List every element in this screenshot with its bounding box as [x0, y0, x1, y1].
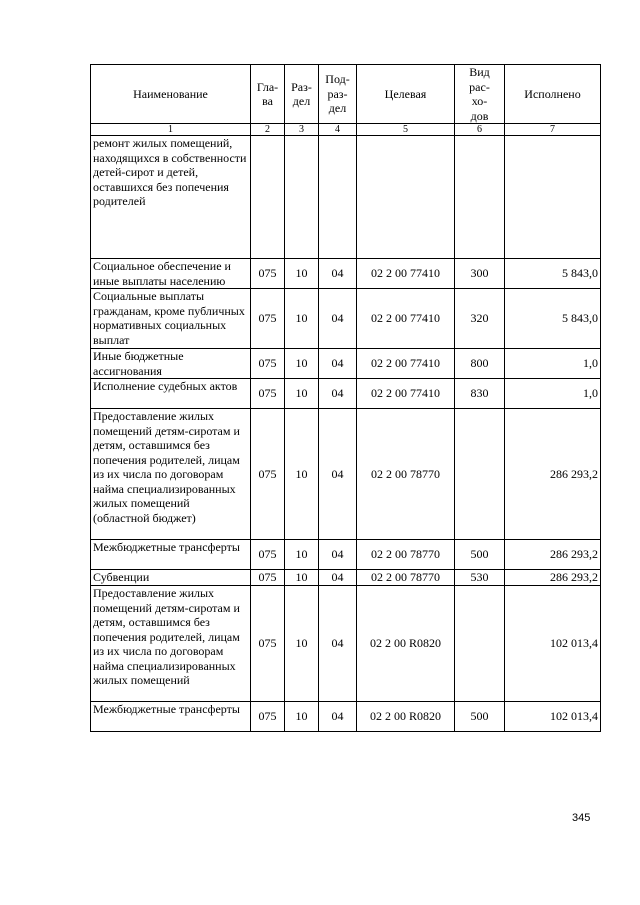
row-glava: 075	[251, 289, 285, 349]
row-podrazdel: 04	[319, 379, 357, 409]
row-podrazdel: 04	[319, 540, 357, 570]
row-razdel: 10	[285, 409, 319, 540]
row-vid	[455, 409, 505, 540]
row-vid: 800	[455, 349, 505, 379]
row-podrazdel	[319, 136, 357, 259]
header-vid: Вид рас- хо- дов	[455, 65, 505, 124]
header-podrazdel: Под- раз- дел	[319, 65, 357, 124]
row-glava: 075	[251, 259, 285, 289]
row-razdel: 10	[285, 570, 319, 586]
header-ispolneno: Исполнено	[505, 65, 601, 124]
table-row	[91, 349, 601, 379]
table-row	[91, 586, 601, 702]
column-number-row	[91, 124, 601, 136]
row-podrazdel: 04	[319, 349, 357, 379]
row-glava: 075	[251, 379, 285, 409]
row-celevaya: 02 2 00 78770	[357, 409, 455, 540]
row-vid	[455, 586, 505, 702]
row-celevaya: 02 2 00 77410	[357, 289, 455, 349]
row-ispolneno: 286 293,2	[505, 570, 601, 586]
row-glava	[251, 136, 285, 259]
row-razdel: 10	[285, 540, 319, 570]
row-ispolneno: 102 013,4	[505, 586, 601, 702]
table-row	[91, 289, 601, 349]
row-vid: 530	[455, 570, 505, 586]
row-podrazdel: 04	[319, 702, 357, 732]
table-header-row	[91, 65, 601, 124]
row-ispolneno	[505, 136, 601, 259]
column-number: 1	[91, 124, 251, 136]
header-celevaya: Целевая	[357, 65, 455, 124]
row-celevaya: 02 2 00 R0820	[357, 702, 455, 732]
row-celevaya: 02 2 00 R0820	[357, 586, 455, 702]
row-name: Предоставление жилых помещений детям-сиротам и детям, оставшимся без попечения родителей, лицам из их числа по договорам найма специализированных жилых помещений	[91, 586, 251, 702]
column-number: 7	[505, 124, 601, 136]
header-razdel: Раз- дел	[285, 65, 319, 124]
table-row	[91, 702, 601, 732]
table-row	[91, 570, 601, 586]
row-name: ремонт жилых помещений, находящихся в собственности детей-сирот и детей, оставшихся без попечения родителей	[91, 136, 251, 259]
header-glava: Гла- ва	[251, 65, 285, 124]
row-vid: 320	[455, 289, 505, 349]
row-vid: 500	[455, 702, 505, 732]
row-podrazdel: 04	[319, 570, 357, 586]
row-celevaya: 02 2 00 77410	[357, 379, 455, 409]
row-vid	[455, 136, 505, 259]
column-number: 2	[251, 124, 285, 136]
row-vid: 830	[455, 379, 505, 409]
row-ispolneno: 102 013,4	[505, 702, 601, 732]
row-ispolneno: 286 293,2	[505, 540, 601, 570]
row-glava: 075	[251, 586, 285, 702]
table-row	[91, 136, 601, 259]
row-glava: 075	[251, 702, 285, 732]
column-number: 5	[357, 124, 455, 136]
row-razdel: 10	[285, 379, 319, 409]
row-name: Иные бюджетные ассигнования	[91, 349, 251, 379]
row-vid: 300	[455, 259, 505, 289]
row-glava: 075	[251, 349, 285, 379]
table-row	[91, 540, 601, 570]
row-ispolneno: 5 843,0	[505, 259, 601, 289]
table-row	[91, 409, 601, 540]
row-celevaya	[357, 136, 455, 259]
row-ispolneno: 1,0	[505, 379, 601, 409]
row-celevaya: 02 2 00 77410	[357, 349, 455, 379]
row-celevaya: 02 2 00 78770	[357, 540, 455, 570]
table-row	[91, 259, 601, 289]
budget-table	[90, 64, 601, 732]
row-glava: 075	[251, 570, 285, 586]
row-podrazdel: 04	[319, 259, 357, 289]
row-glava: 075	[251, 540, 285, 570]
row-name: Межбюджетные трансферты	[91, 540, 251, 570]
row-celevaya: 02 2 00 78770	[357, 570, 455, 586]
row-name: Социальное обеспечение и иные выплаты населению	[91, 259, 251, 289]
row-razdel: 10	[285, 586, 319, 702]
row-podrazdel: 04	[319, 586, 357, 702]
row-name: Социальные выплаты гражданам, кроме публичных нормативных социальных выплат	[91, 289, 251, 349]
row-name: Субвенции	[91, 570, 251, 586]
column-number: 6	[455, 124, 505, 136]
row-glava: 075	[251, 409, 285, 540]
row-razdel: 10	[285, 702, 319, 732]
row-podrazdel: 04	[319, 289, 357, 349]
header-name: Наименование	[91, 65, 251, 124]
row-name: Исполнение судебных актов	[91, 379, 251, 409]
table-row	[91, 379, 601, 409]
column-number: 3	[285, 124, 319, 136]
row-name: Межбюджетные трансферты	[91, 702, 251, 732]
row-ispolneno: 5 843,0	[505, 289, 601, 349]
row-razdel	[285, 136, 319, 259]
row-razdel: 10	[285, 259, 319, 289]
row-ispolneno: 286 293,2	[505, 409, 601, 540]
row-podrazdel: 04	[319, 409, 357, 540]
row-razdel: 10	[285, 289, 319, 349]
row-razdel: 10	[285, 349, 319, 379]
row-vid: 500	[455, 540, 505, 570]
row-celevaya: 02 2 00 77410	[357, 259, 455, 289]
column-number: 4	[319, 124, 357, 136]
row-ispolneno: 1,0	[505, 349, 601, 379]
row-name: Предоставление жилых помещений детям-сиротам и детям, оставшимся без попечения родителей, лицам из их числа по договорам найма специализированных жилых помещений (областной бюджет)	[91, 409, 251, 540]
page-number: 345	[572, 812, 591, 824]
